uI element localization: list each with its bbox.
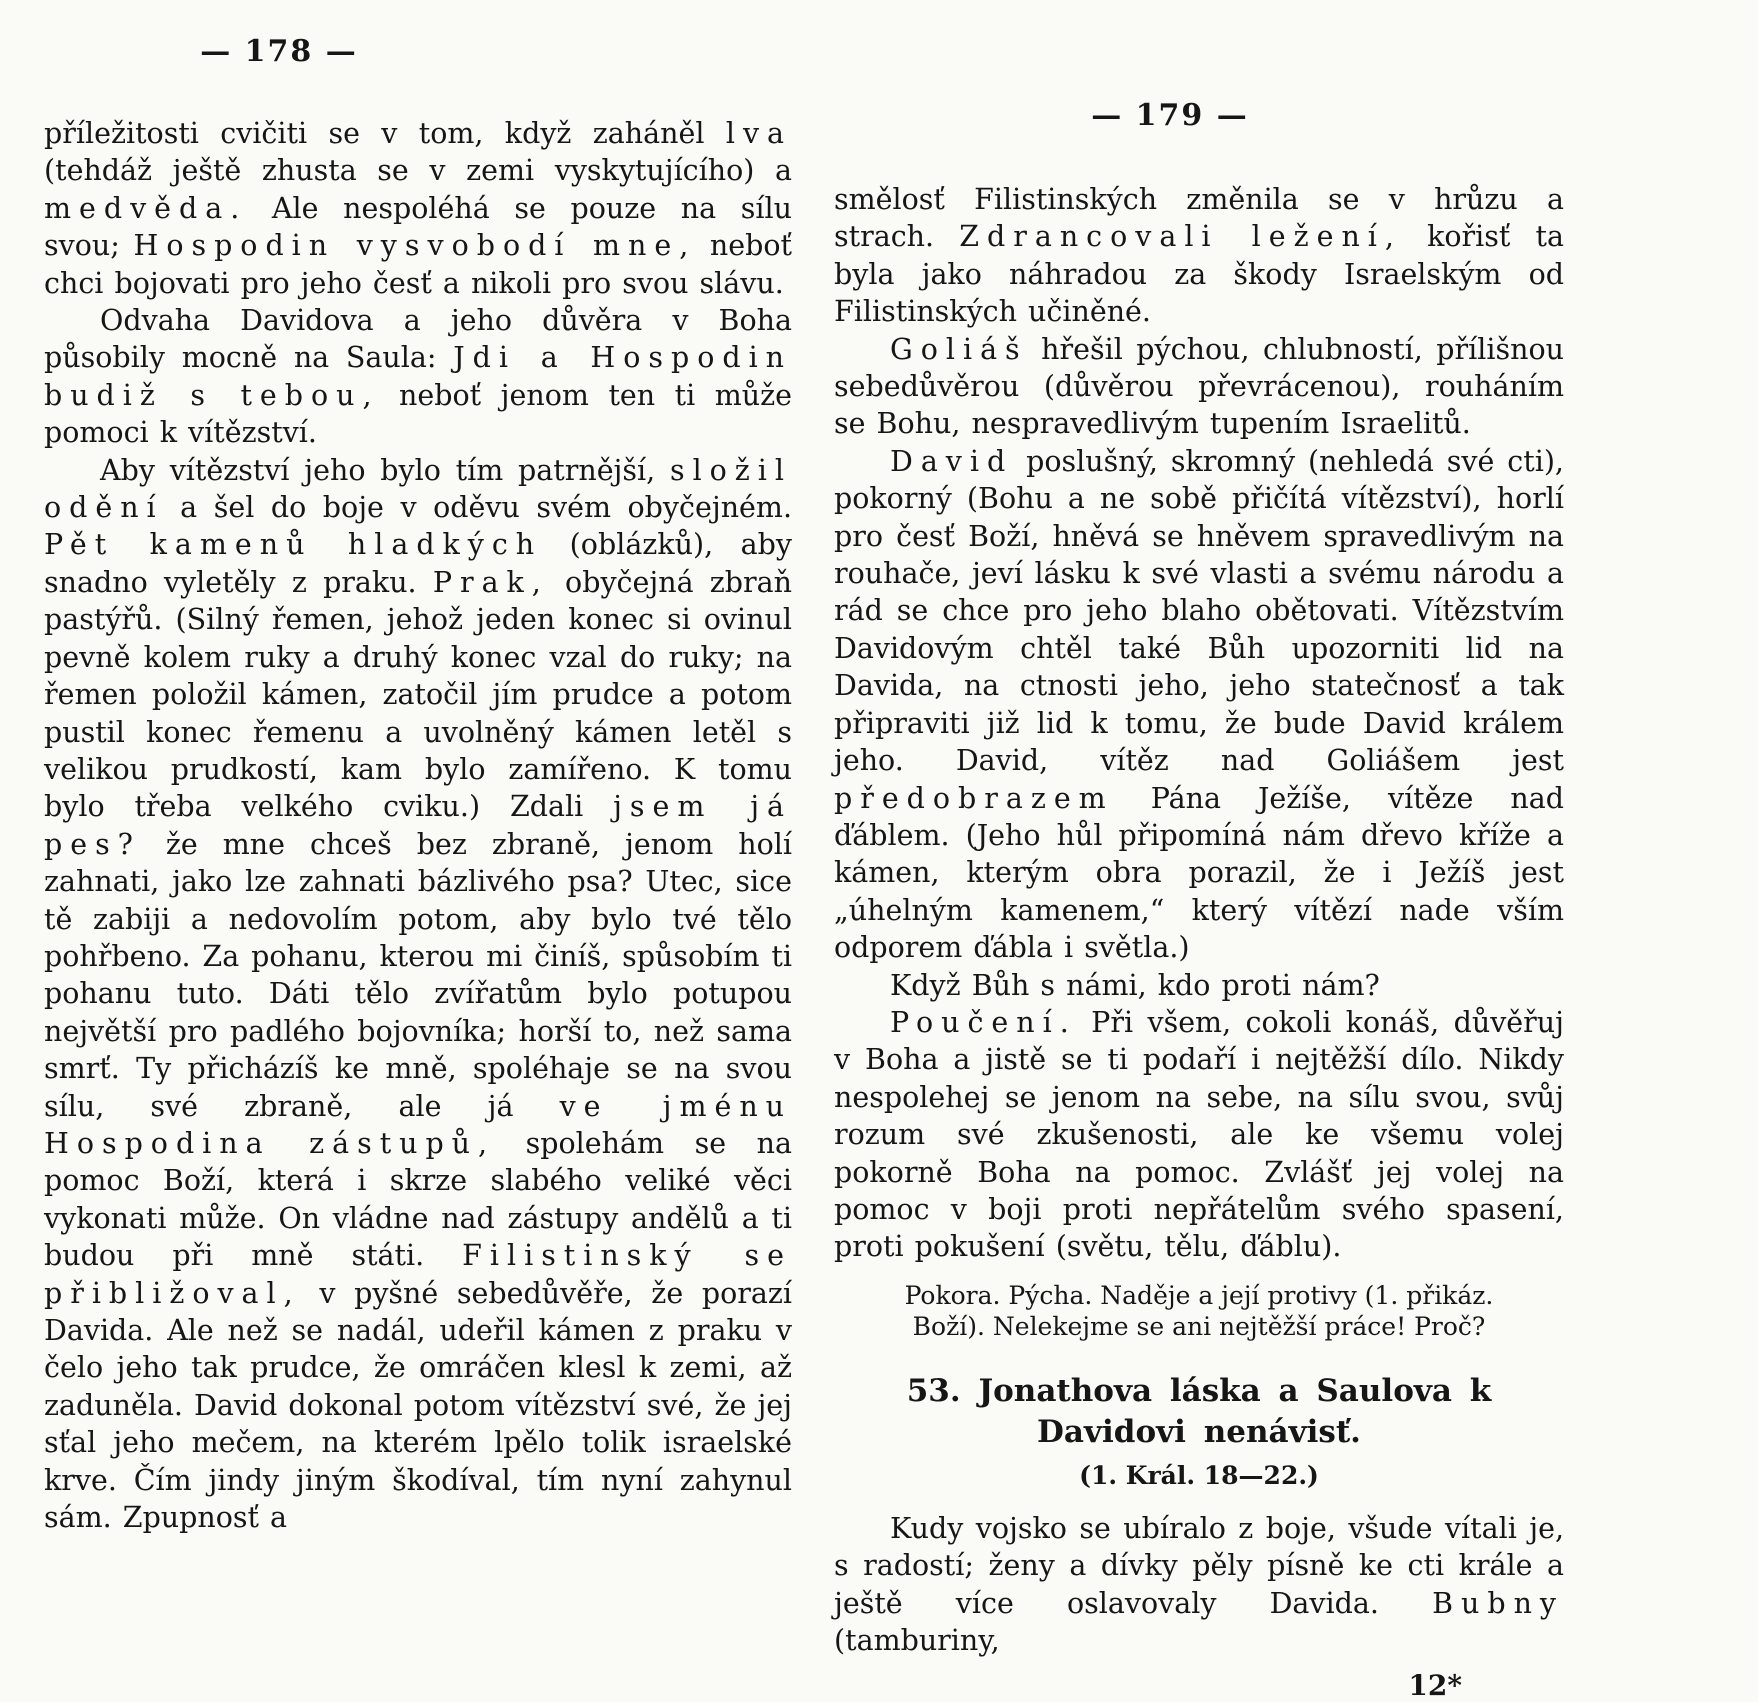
paragraph	[834, 331, 1564, 443]
body-text: Odvaha Davidova a jeho důvěra v Boha působily mocně na Saula:	[44, 304, 792, 375]
body-text: Když Bůh s námi, kdo proti nám?	[890, 968, 1380, 1002]
emphasized-text: Bubny	[1432, 1586, 1564, 1620]
page-number-178: — 178 —	[200, 34, 358, 69]
emphasized-text: Zdrancovali ležení,	[959, 220, 1402, 254]
paragraph	[44, 302, 792, 452]
chapter-scripture-reference: (1. Král. 18—22.)	[1079, 1460, 1319, 1490]
page-179	[834, 98, 1564, 1702]
body-text: (oblázků), aby snadno vyletěly z praku.	[44, 528, 792, 599]
emphasized-text: Filistinský se přibližoval,	[44, 1239, 792, 1310]
body-text: spolehám se na pomoc Boží, která i skrze slabého veliké věci vykonati může. On vládne nad zástupy andělů a ti budou při mně státi.	[44, 1126, 792, 1273]
body-text: Ale nespoléhá se pouze na sílu svou;	[44, 191, 792, 263]
body-text: neboť chci bojovati pro jeho česť a nikoli pro svou slávu.	[44, 229, 792, 300]
emphasized-text: Goliáš	[890, 332, 1028, 366]
body-text: příležitosti cvičiti se v tom, když zaháněl	[44, 117, 726, 150]
body-text: Kudy vojsko se ubíralo z boje, všude vítali je, s radostí; ženy a dívky pěly písně ke cti krále a ještě více oslavovaly Davida.	[834, 1511, 1564, 1620]
emphasized-text: Jdi a Hospodin budiž s tebou,	[44, 341, 792, 412]
body-text: Při všem, cokoli konáš, důvěřuj v Boha a jistě se ti podaří i nejtěžší dílo. Nikdy nespolehej se jenom na sebe, na sílu svou, svůj rozum své zkušenosti, ale ke všemu volej pokorně Boha na pomoc. Zvlášť jej volej na pomoc v boji proti nepřátelům svého spasení, proti pokušení (světu, tělu, ďáblu).	[834, 1005, 1564, 1264]
paragraph	[834, 1004, 1564, 1266]
body-text: (tehdáž ještě zhusta se v zemi vyskytujícího) a	[44, 154, 792, 188]
emphasized-text: medvěda.	[44, 191, 248, 225]
paragraph	[834, 967, 1564, 1004]
paragraph	[834, 1510, 1564, 1660]
page-content	[44, 115, 792, 1536]
body-text: Aby vítězství jeho bylo tím patrnější,	[100, 453, 670, 487]
body-text: že mne chceš bez zbraně, jenom holí zahnati, jako lze zahnati bázlivého psa? Utec, sice tě zabiji a nedovolím potom, aby bylo tvé tělo pohřbeno. Za pohanu, kterou mi činíš, spůsobím ti pohanu tuto. Dáti tělo zvířatům bylo potupou největší pro padlého bojovníka; horší to, než sama smrť. Ty přicházíš ke mně, spoléhaje se na svou sílu, své zbraně, ale já	[44, 827, 792, 1123]
emphasized-text: Poučení.	[890, 1005, 1077, 1039]
emphasized-text: složil odění	[44, 453, 792, 525]
emphasized-text: Hospodin vysvobodí mne,	[133, 229, 697, 263]
paragraph	[834, 443, 1564, 967]
paragraph	[834, 181, 1564, 331]
emphasized-text: předobrazem	[834, 781, 1114, 815]
body-text: neboť jenom ten ti může pomoci k vítězství.	[44, 378, 793, 450]
body-text: poslušný, skromný (nehledá své cti), pokorný (Bohu a ne sobě přičítá vítězství), horlí pro česť Boží, hněvá se hněvem spravedlivým na rouhače, jeví lásku k své vlasti a svému národu a rád se chce pro jeho blaho obětovati. Vítězstvím Davidovým chtěl také Bůh upozorniti lid na Davida, na ctnosti jeho, jeho statečnosť a tak připraviti již lid k tomu, že bude David králem jeho. David, vítěz nad Goliášem jest	[834, 444, 1564, 778]
body-text: a šel do boje v oděvu svém obyčejném.	[163, 491, 792, 525]
emphasized-text: lva	[725, 117, 792, 150]
body-text: smělosť Filistinských změnila se v hrůzu a strach.	[834, 183, 1564, 254]
paragraph	[44, 115, 792, 302]
emphasized-text: Pět kamenů hladkých	[44, 528, 543, 562]
sheet-signature: 12*	[1408, 1669, 1462, 1702]
emphasized-text: David	[890, 444, 1014, 478]
body-text: v pyšné sebedůvěře, že porazí Davida. Ale než se nadál, udeřil kámen z praku v čelo jeho tak prudce, že omráčen klesl k zemi, až zaduněla. David dokonal potom vítězství své, že jej sťal jeho mečem, na kterém lpělo tolik israelské krve. Čím jindy jiným škodíval, tím nyní zahynul sám. Zpupnosť a	[44, 1276, 792, 1535]
body-text: hřešil pýchou, chlubností, přílišnou sebedůvěrou (důvěrou převrácenou), rouháním se Bohu, nespravedlivým tupením Israelitů.	[834, 332, 1564, 441]
body-text: obyčejná zbraň pastýřů. (Silný řemen, jehož jeden konec si ovinul pevně kolem ruky a druhý konec vzal do ruky; na řemen položil kámen, zatočil jím prudce a potom pustil konec řemenu a uvolněný kámen letěl s velikou prudkostí, kam bylo zamířeno. K tomu bylo třeba velkého cviku.) Zdali	[44, 565, 792, 824]
body-text: kořisť ta byla jako náhradou za škody Israelským od Filistinských učiněné.	[834, 220, 1565, 329]
body-text: (tamburiny,	[834, 1624, 1000, 1657]
page-content	[834, 181, 1564, 1702]
paragraph	[44, 452, 792, 1537]
chapter-heading: 53. Jonathova láska a Saulova k Davidovi nenávisť.	[906, 1372, 1492, 1450]
body-text: Pána Ježíše, vítěze nad ďáblem. (Jeho hůl připomíná nám dřevo kříže a kámen, kterým obra porazil, že i Ježíš jest „úhelným kamenem,“ který vítězí nade vším odporem ďábla i světla.)	[834, 781, 1564, 965]
page-178	[44, 34, 792, 1536]
emphasized-text: jsem já pes?	[44, 790, 792, 861]
emphasized-text: Prak,	[432, 565, 549, 599]
emphasized-text: ve jménu Hospodina zástupů,	[44, 1089, 792, 1160]
page-number-179: — 179 —	[1091, 98, 1249, 133]
small-print-note: Pokora. Pýcha. Naděje a její protivy (1. přikáz. Boží). Nelekejme se ani nejtěžší práce! Proč?	[904, 1280, 1494, 1342]
